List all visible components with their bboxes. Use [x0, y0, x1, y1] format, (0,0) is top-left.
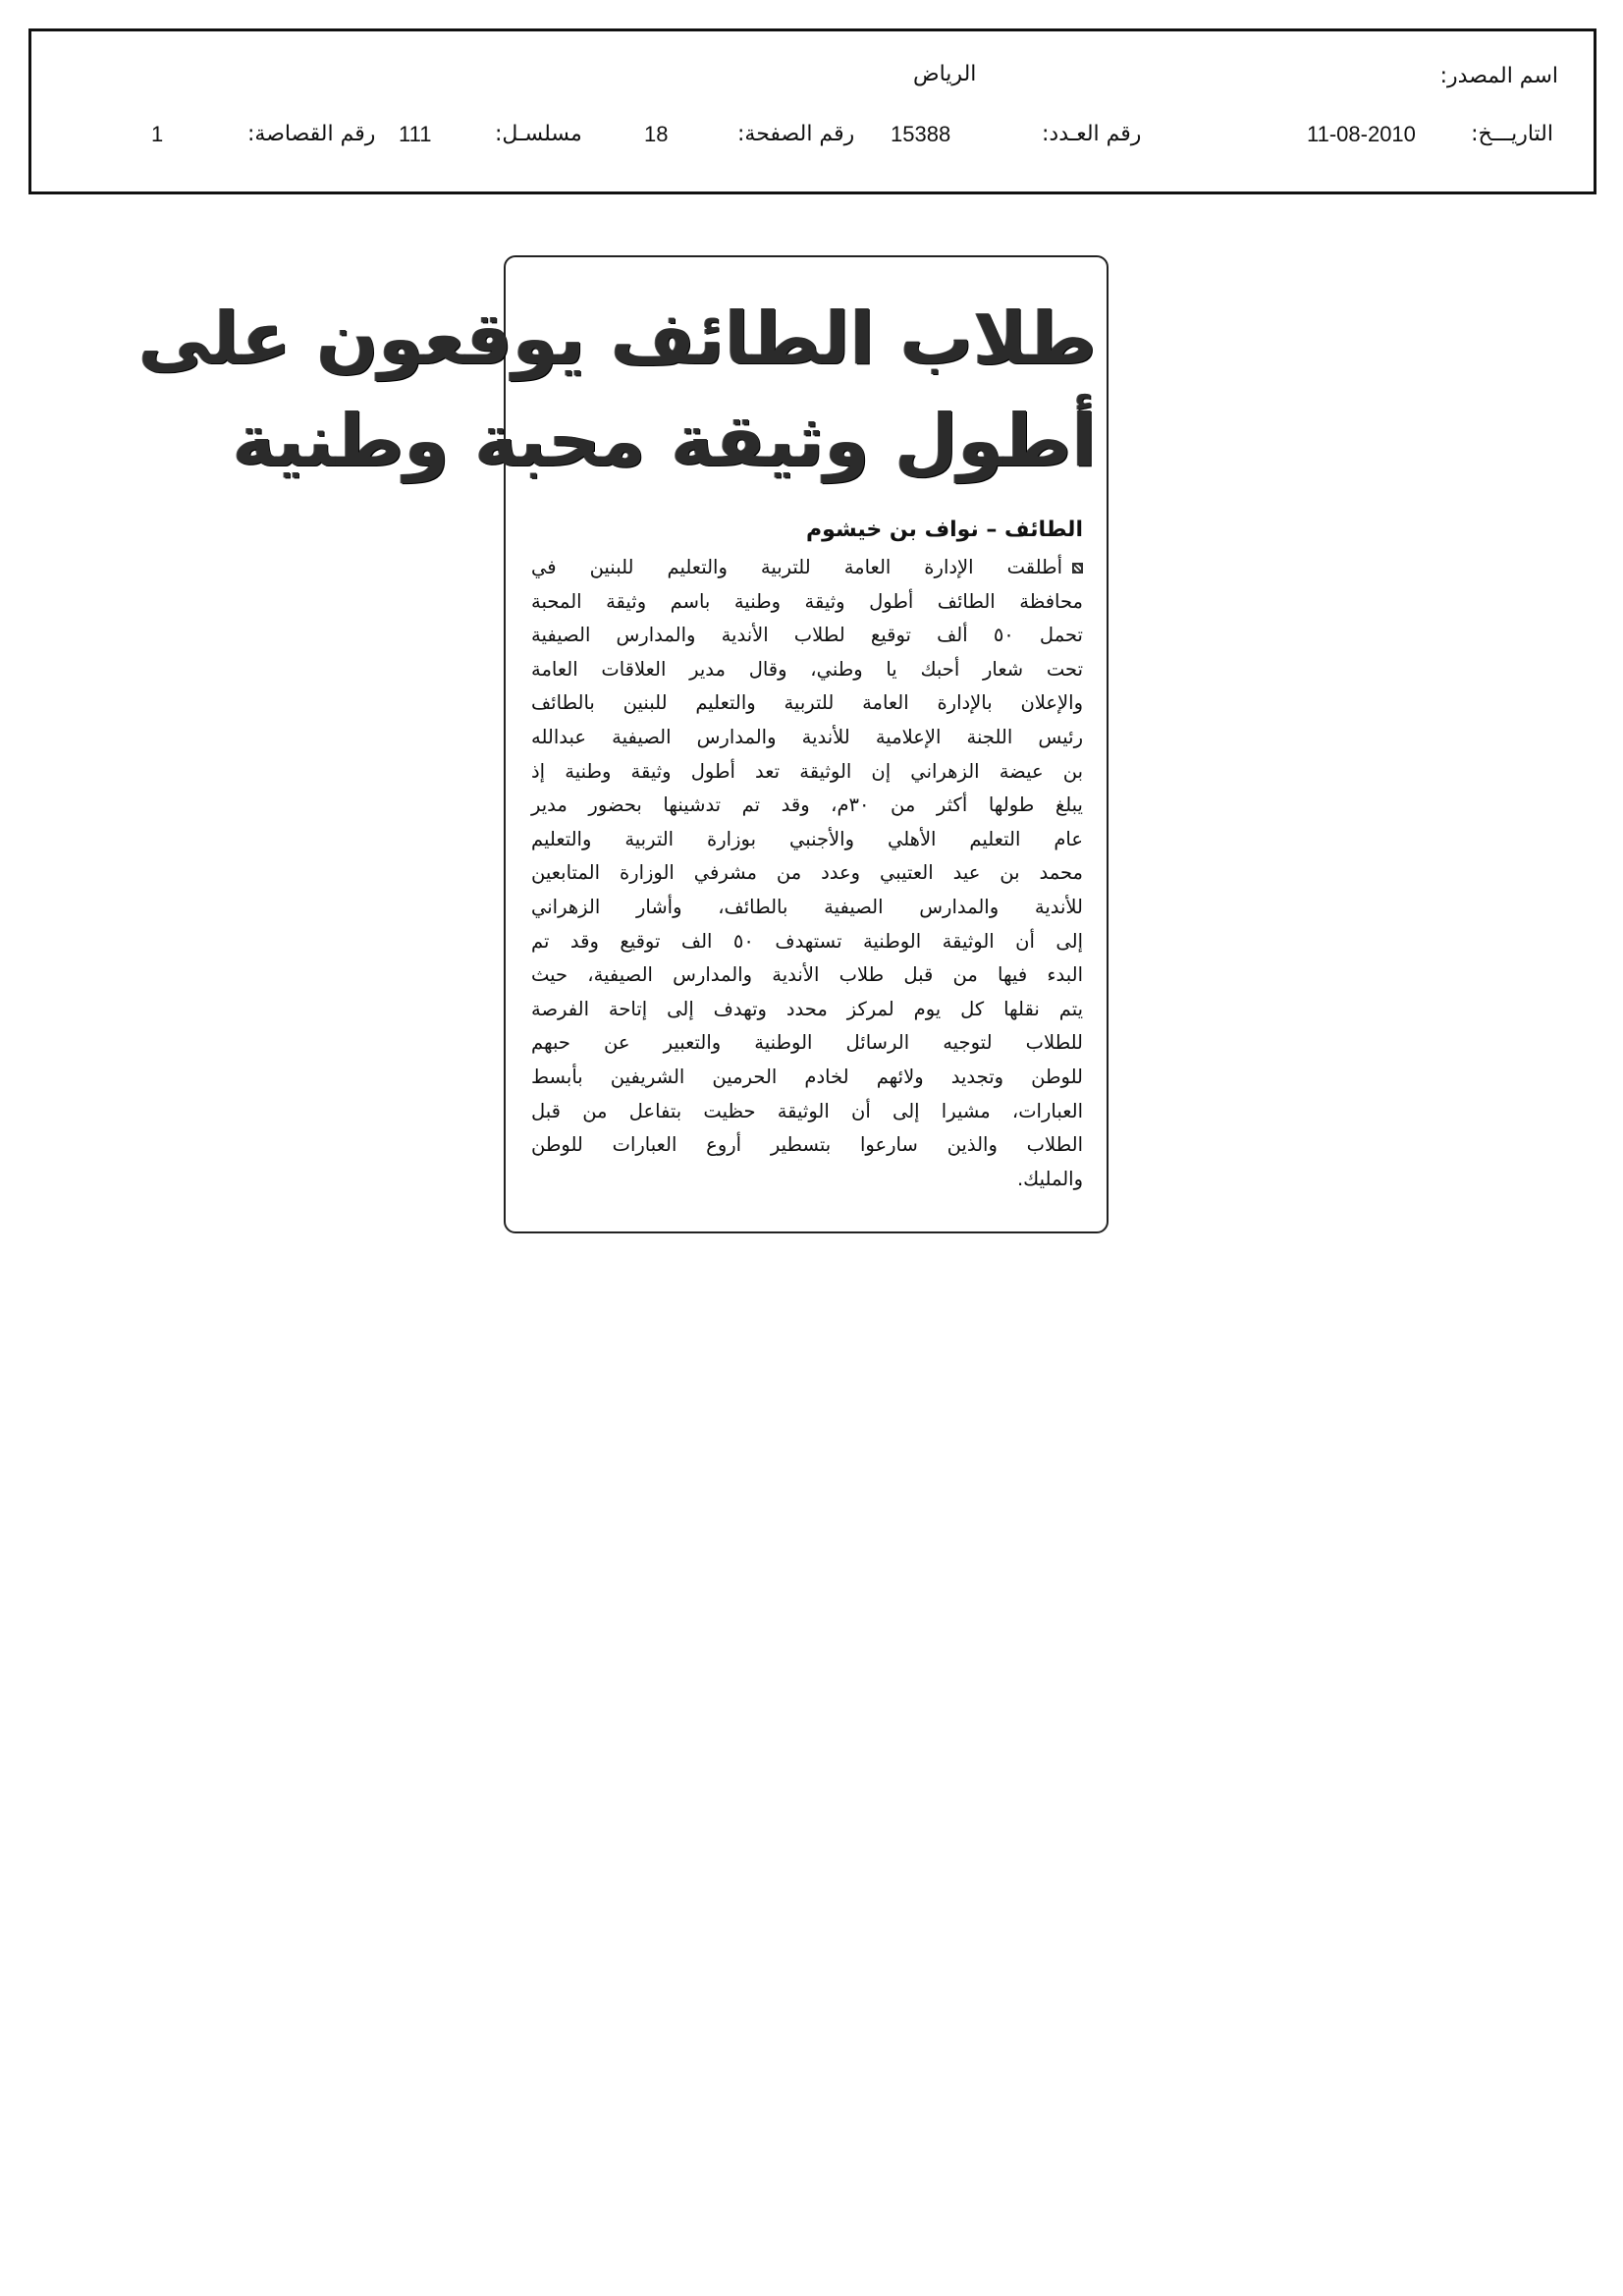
byline: الطائف – نواف بن خيشوم: [806, 518, 1083, 542]
square-bullet-icon: [1072, 563, 1083, 574]
source-label: اسم المصدر:: [1439, 64, 1558, 88]
date-value: 11-08-2010: [1307, 122, 1416, 146]
article-body-line: للطلاب لتوجيه الرسائل الوطنية والتعبير عن حبهم: [531, 1031, 1083, 1055]
issue-label: رقم العـدد:: [1042, 122, 1142, 146]
clip-number-value: 1: [151, 122, 164, 146]
source-value: الرياض: [913, 62, 977, 86]
headline-line-2: أطول وثيقة محبة وطنية: [232, 399, 1097, 483]
page-label: رقم الصفحة:: [737, 122, 855, 146]
issue-value: 15388: [891, 122, 951, 146]
article-body-line: للوطن وتجديد ولائهم لخادم الحرمين الشريفين بأبسط: [531, 1066, 1083, 1088]
article-body-line: البدء فيها من قبل طلاب الأندية والمدارس الصيفية، حيث: [531, 963, 1083, 987]
article-body-line: رئيس اللجنة الإعلامية للأندية والمدارس الصيفية عبدالله: [531, 726, 1083, 748]
article-body-line: محافظة الطائف أطول وثيقة وطنية باسم وثيقة المحبة: [531, 589, 1083, 613]
article-body-line: والإعلان بالإدارة العامة للتربية والتعليم للبنين بالطائف: [531, 691, 1083, 715]
article-body-line: بن عيضة الزهراني إن الوثيقة تعد أطول وثيقة وطنية إذ: [531, 759, 1083, 783]
headline-line-1: طلاب الطائف يوقعون على: [137, 297, 1097, 381]
clipping-info-box: [28, 28, 1596, 194]
serial-value: 111: [399, 122, 432, 146]
article-body-line: الطلاب والذين سارعوا بتسطير أروع العبارات للوطن: [531, 1133, 1083, 1157]
clip-number-label: رقم القصاصة:: [247, 122, 376, 146]
article-body-line: والمليك.: [1016, 1167, 1083, 1190]
newspaper-clipping: [137, 255, 1109, 1233]
article-body-line-text: أطلقت الإدارة العامة للتربية والتعليم للبنين في: [531, 556, 1062, 578]
page-value: 18: [644, 122, 669, 146]
article-body-line: يتم نقلها كل يوم لمركز محدد وتهدف إلى إتاحة الفرصة: [531, 997, 1083, 1020]
article-body-line: [531, 558, 1083, 577]
article-body-line: تحت شعار أحبك يا وطني، وقال مدير العلاقات العامة: [531, 657, 1083, 681]
article-body-line: يبلغ طولها أكثر من ٣٠م، وقد تم تدشينها بحضور مدير: [531, 793, 1083, 817]
serial-label: مسلسـل:: [495, 122, 582, 146]
article-body-line: للأندية والمدارس الصيفية بالطائف، وأشار الزهراني: [531, 896, 1083, 918]
article-body-line: عام التعليم الأهلي والأجنبي بوزارة التربية والتعليم: [531, 827, 1083, 850]
date-label: التاريـــخ:: [1471, 122, 1553, 146]
article-body-line: تحمل ٥٠ ألف توقيع لطلاب الأندية والمدارس الصيفية: [531, 624, 1083, 647]
article-body-line: محمد بن عيد العتيبي وعدد من مشرفي الوزارة المتابعين: [531, 861, 1083, 885]
article-body-line: العبارات، مشيرا إلى أن الوثيقة حظيت بتفاعل من قبل: [531, 1099, 1083, 1122]
article-body-line: إلى أن الوثيقة الوطنية تستهدف ٥٠ الف توقيع وقد تم: [531, 929, 1083, 953]
